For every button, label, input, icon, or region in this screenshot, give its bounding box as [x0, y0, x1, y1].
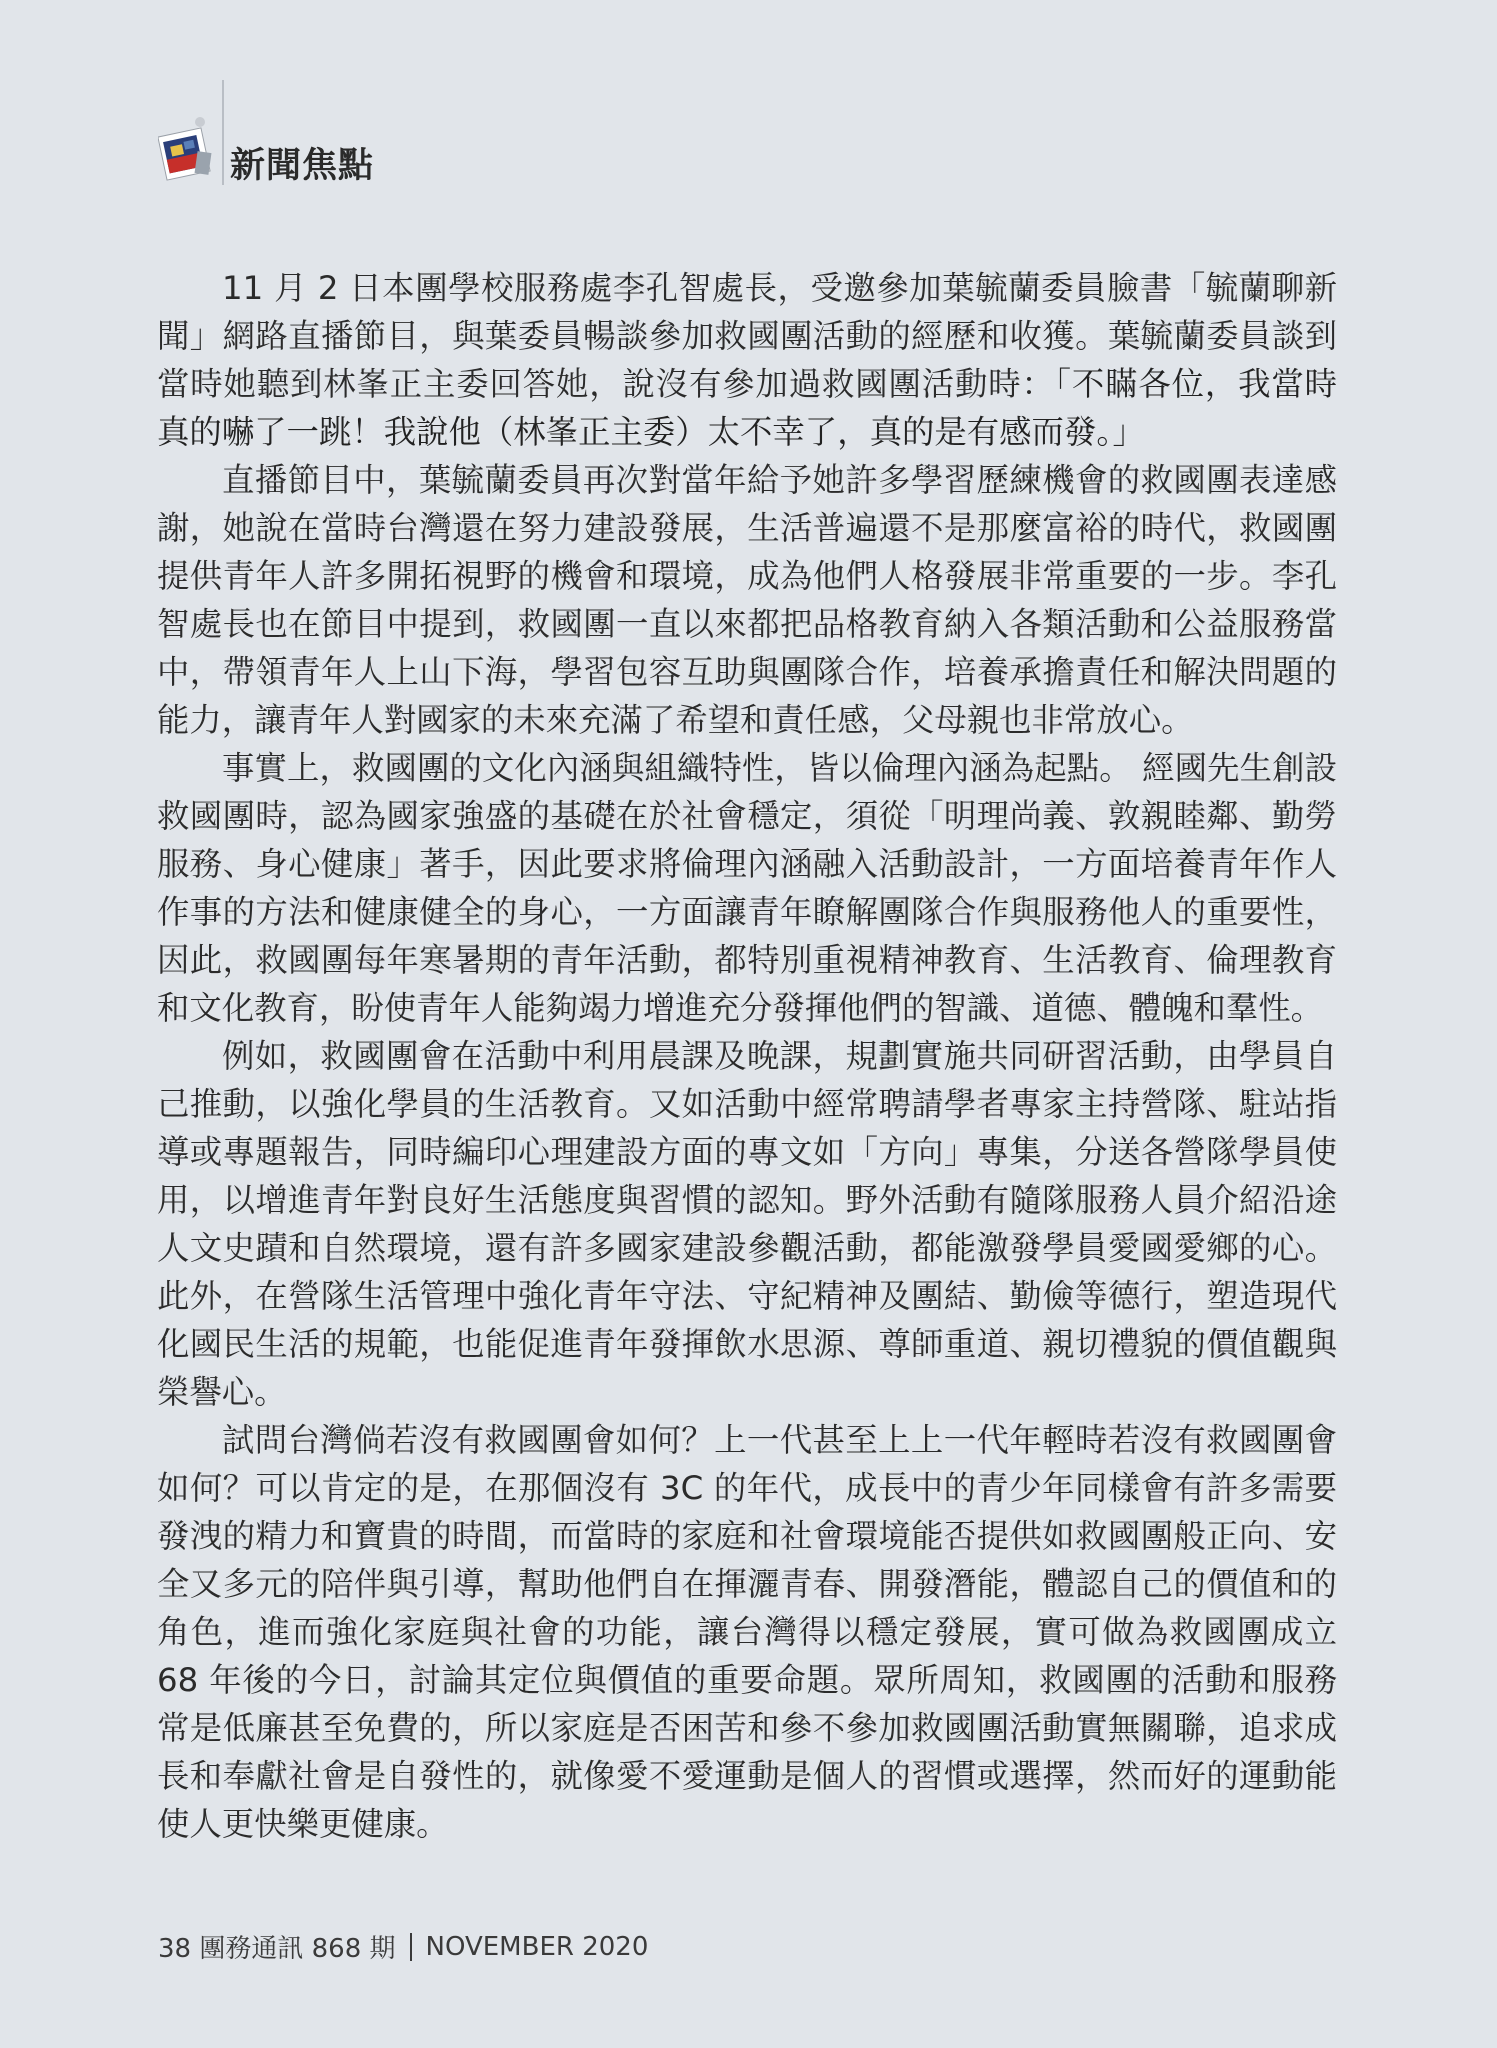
page-footer: [158, 1928, 648, 1965]
footer-page-info: 38 團務通訊 868 期: [158, 1934, 396, 1964]
paragraph-3: 事實上，救國團的文化內涵與組織特性，皆以倫理內涵為起點。 經國先生創設救國團時，認為國家強盛的基礎在於社會穩定，須從「明理尚義、敦親睦鄰、勤勞服務、身心健康」著手，因此要求將倫理內涵融入活動設計，一方面培養青年作人作事的方法和健康健全的身心，一方面讓青年瞭解團隊合作與服務他人的重要性，因此，救國團每年寒暑期的青年活動，都特別重視精神教育、生活教育、倫理教育和文化教育，盼使青年人能夠竭力增進充分發揮他們的智識、道德、體魄和羣性。: [157, 749, 1337, 1027]
paragraph-1: [157, 264, 1337, 456]
footer-divider: [410, 1933, 412, 1961]
footer-date: NOVEMBER 2020: [425, 1931, 649, 1962]
paragraph-4: 例如，救國團會在活動中利用晨課及晚課，規劃實施共同研習活動，由學員自己推動，以強化學員的生活教育。又如活動中經常聘請學者專家主持營隊、駐站指導或專題報告，同時編印心理建設方面的專文如「方向」專集，分送各營隊學員使用，以增進青年對良好生活態度與習慣的認知。野外活動有隨隊服務人員介紹沿途人文史蹟和自然環境，還有許多國家建設參觀活動，都能激發學員愛國愛鄉的心。此外，在營隊生活管理中強化青年守法、守紀精神及團結、勤儉等德行，塑造現代化國民生活的規範，也能促進青年發揮飲水思源、尊師重道、親切禮貌的價值觀與榮譽心。: [157, 1037, 1337, 1411]
paragraph-1-text: 11 月 2 日本團學校服務處李孔智處長，受邀參加葉毓蘭委員臉書「毓蘭聊新聞」網路直播節目，與葉委員暢談參加救國團活動的經歷和收獲。葉毓蘭委員談到當時她聽到林峯正主委回答她，說沒有參加過救國團活動時：: [157, 269, 1337, 403]
section-title: 新聞焦點: [230, 146, 375, 186]
section-logo-icon: [158, 112, 214, 182]
paragraph-1-quote: 「不瞞各位，我當時真的嚇了一跳！我說他（林峯正主委）太不幸了，真的是有感而發。」: [157, 365, 1337, 451]
paragraph-2: 直播節目中，葉毓蘭委員再次對當年給予她許多學習歷練機會的救國團表達感謝，她說在當時台灣還在努力建設發展，生活普遍還不是那麼富裕的時代，救國團提供青年人許多開拓視野的機會和環境，成為他們人格發展非常重要的一步。李孔智處長也在節目中提到，救國團一直以來都把品格教育納入各類活動和公益服務當中，帶領青年人上山下海，學習包容互助與團隊合作，培養承擔責任和解決問題的能力，讓青年人對國家的未來充滿了希望和責任感，父母親也非常放心。: [157, 461, 1337, 739]
paragraph-5: 試問台灣倘若沒有救國團會如何？上一代甚至上上一代年輕時若沒有救國團會如何？可以肯定的是，在那個沒有 3C 的年代，成長中的青少年同樣會有許多需要發洩的精力和寶貴的時間，而當時的家庭和社會環境能否提供如救國團般正向、安全又多元的陪伴與引導，幫助他們自在揮灑青春、開發潛能，體認自己的價值和的角色，進而強化家庭與社會的功能，讓台灣得以穩定發展，實可做為救國團成立 68 年後的今日，討論其定位與價值的重要命題。眾所周知，救國團的活動和服務常是低廉甚至免費的，所以家庭是否困苦和參不參加救國團活動實無關聯，追求成長和奉獻社會是自發性的，就像愛不愛運動是個人的習慣或選擇，然而好的運動能使人更快樂更健康。: [157, 1421, 1337, 1843]
header-vertical-rule: [222, 80, 224, 185]
article-body: [157, 264, 1337, 1848]
